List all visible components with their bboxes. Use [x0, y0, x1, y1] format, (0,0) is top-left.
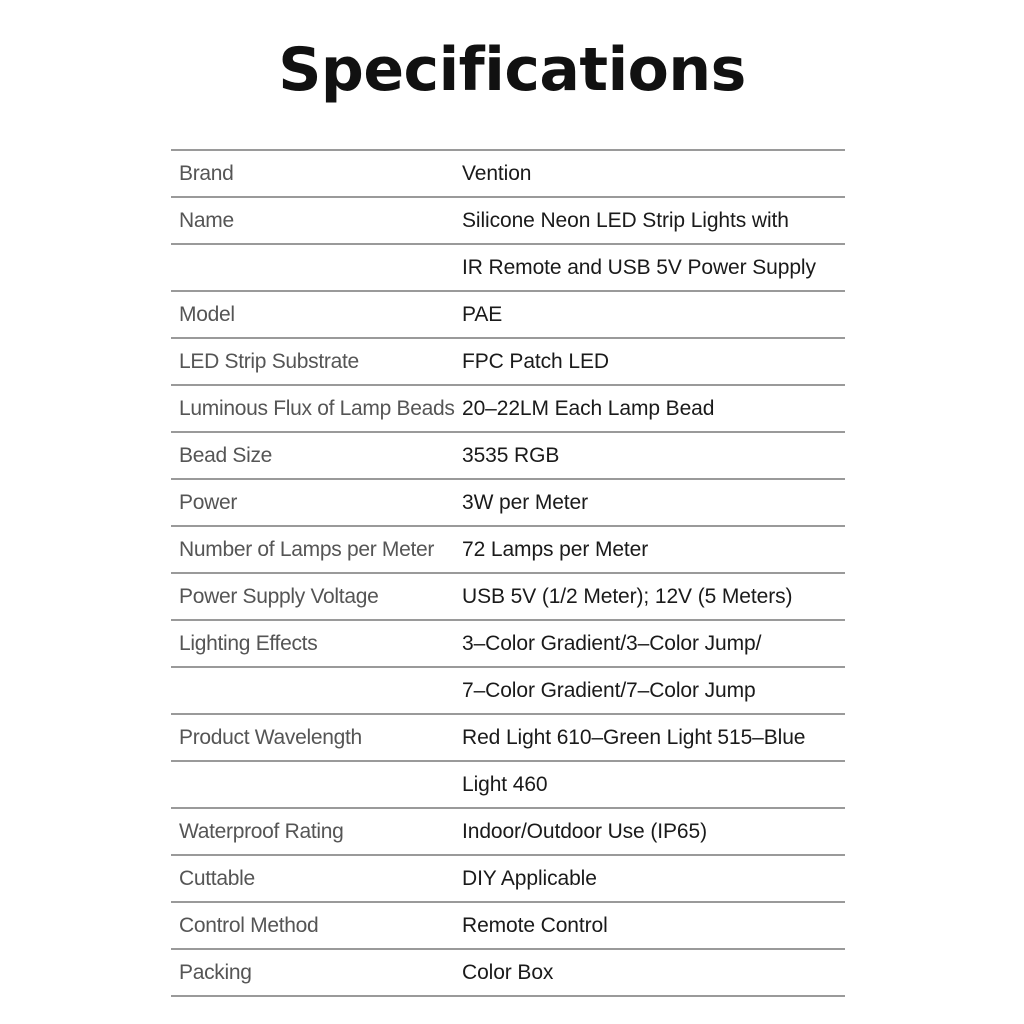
spec-row-control-method [171, 903, 845, 950]
spec-row-power [171, 480, 845, 527]
spec-value: PAE [462, 302, 503, 326]
spec-label: Cuttable [179, 866, 255, 890]
spec-row-waterproof [171, 809, 845, 856]
spec-row-luminous-flux [171, 386, 845, 433]
spec-label: Model [179, 302, 235, 326]
spec-label: Packing [179, 960, 252, 984]
spec-label: Power [179, 490, 238, 514]
spec-label: Name [179, 208, 234, 232]
spec-label: Number of Lamps per Meter [179, 537, 435, 561]
spec-value: Color Box [462, 960, 554, 984]
spec-row-wavelength-continued [171, 762, 845, 809]
spec-row-packing [171, 950, 845, 997]
spec-row-name [171, 198, 845, 245]
spec-value: Light 460 [462, 772, 548, 796]
spec-value: Indoor/Outdoor Use (IP65) [462, 819, 707, 843]
spec-row-voltage [171, 574, 845, 621]
spec-value: 20–22LM Each Lamp Bead [462, 396, 715, 420]
spec-row-substrate [171, 339, 845, 386]
spec-row-wavelength [171, 715, 845, 762]
spec-table [171, 149, 845, 997]
spec-value: 3535 RGB [462, 443, 560, 467]
page-title: Specifications [278, 35, 746, 105]
spec-label: Product Wavelength [179, 725, 362, 749]
spec-label: Bead Size [179, 443, 273, 467]
spec-value: DIY Applicable [462, 866, 597, 890]
spec-value: 7–Color Gradient/7–Color Jump [462, 678, 756, 702]
spec-value: Vention [462, 161, 532, 185]
spec-row-lamps-per-meter [171, 527, 845, 574]
spec-label: Brand [179, 161, 234, 185]
spec-value: 72 Lamps per Meter [462, 537, 649, 561]
spec-value: IR Remote and USB 5V Power Supply [462, 255, 816, 279]
spec-label: Luminous Flux of Lamp Beads [179, 396, 455, 420]
spec-row-brand [171, 151, 845, 198]
spec-value: Remote Control [462, 913, 608, 937]
spec-row-bead-size [171, 433, 845, 480]
spec-label: LED Strip Substrate [179, 349, 359, 373]
spec-row-lighting-effects-continued [171, 668, 845, 715]
spec-value: Silicone Neon LED Strip Lights with [462, 208, 789, 232]
spec-row-lighting-effects [171, 621, 845, 668]
spec-label: Waterproof Rating [179, 819, 344, 843]
spec-row-name-continued [171, 245, 845, 292]
spec-value: 3W per Meter [462, 490, 588, 514]
spec-label: Power Supply Voltage [179, 584, 379, 608]
spec-value: 3–Color Gradient/3–Color Jump/ [462, 631, 762, 655]
spec-row-cuttable [171, 856, 845, 903]
spec-value: Red Light 610–Green Light 515–Blue [462, 725, 806, 749]
spec-value: FPC Patch LED [462, 349, 609, 373]
spec-value: USB 5V (1/2 Meter); 12V (5 Meters) [462, 584, 793, 608]
spec-row-model [171, 292, 845, 339]
spec-label: Lighting Effects [179, 631, 318, 655]
spec-label: Control Method [179, 913, 319, 937]
